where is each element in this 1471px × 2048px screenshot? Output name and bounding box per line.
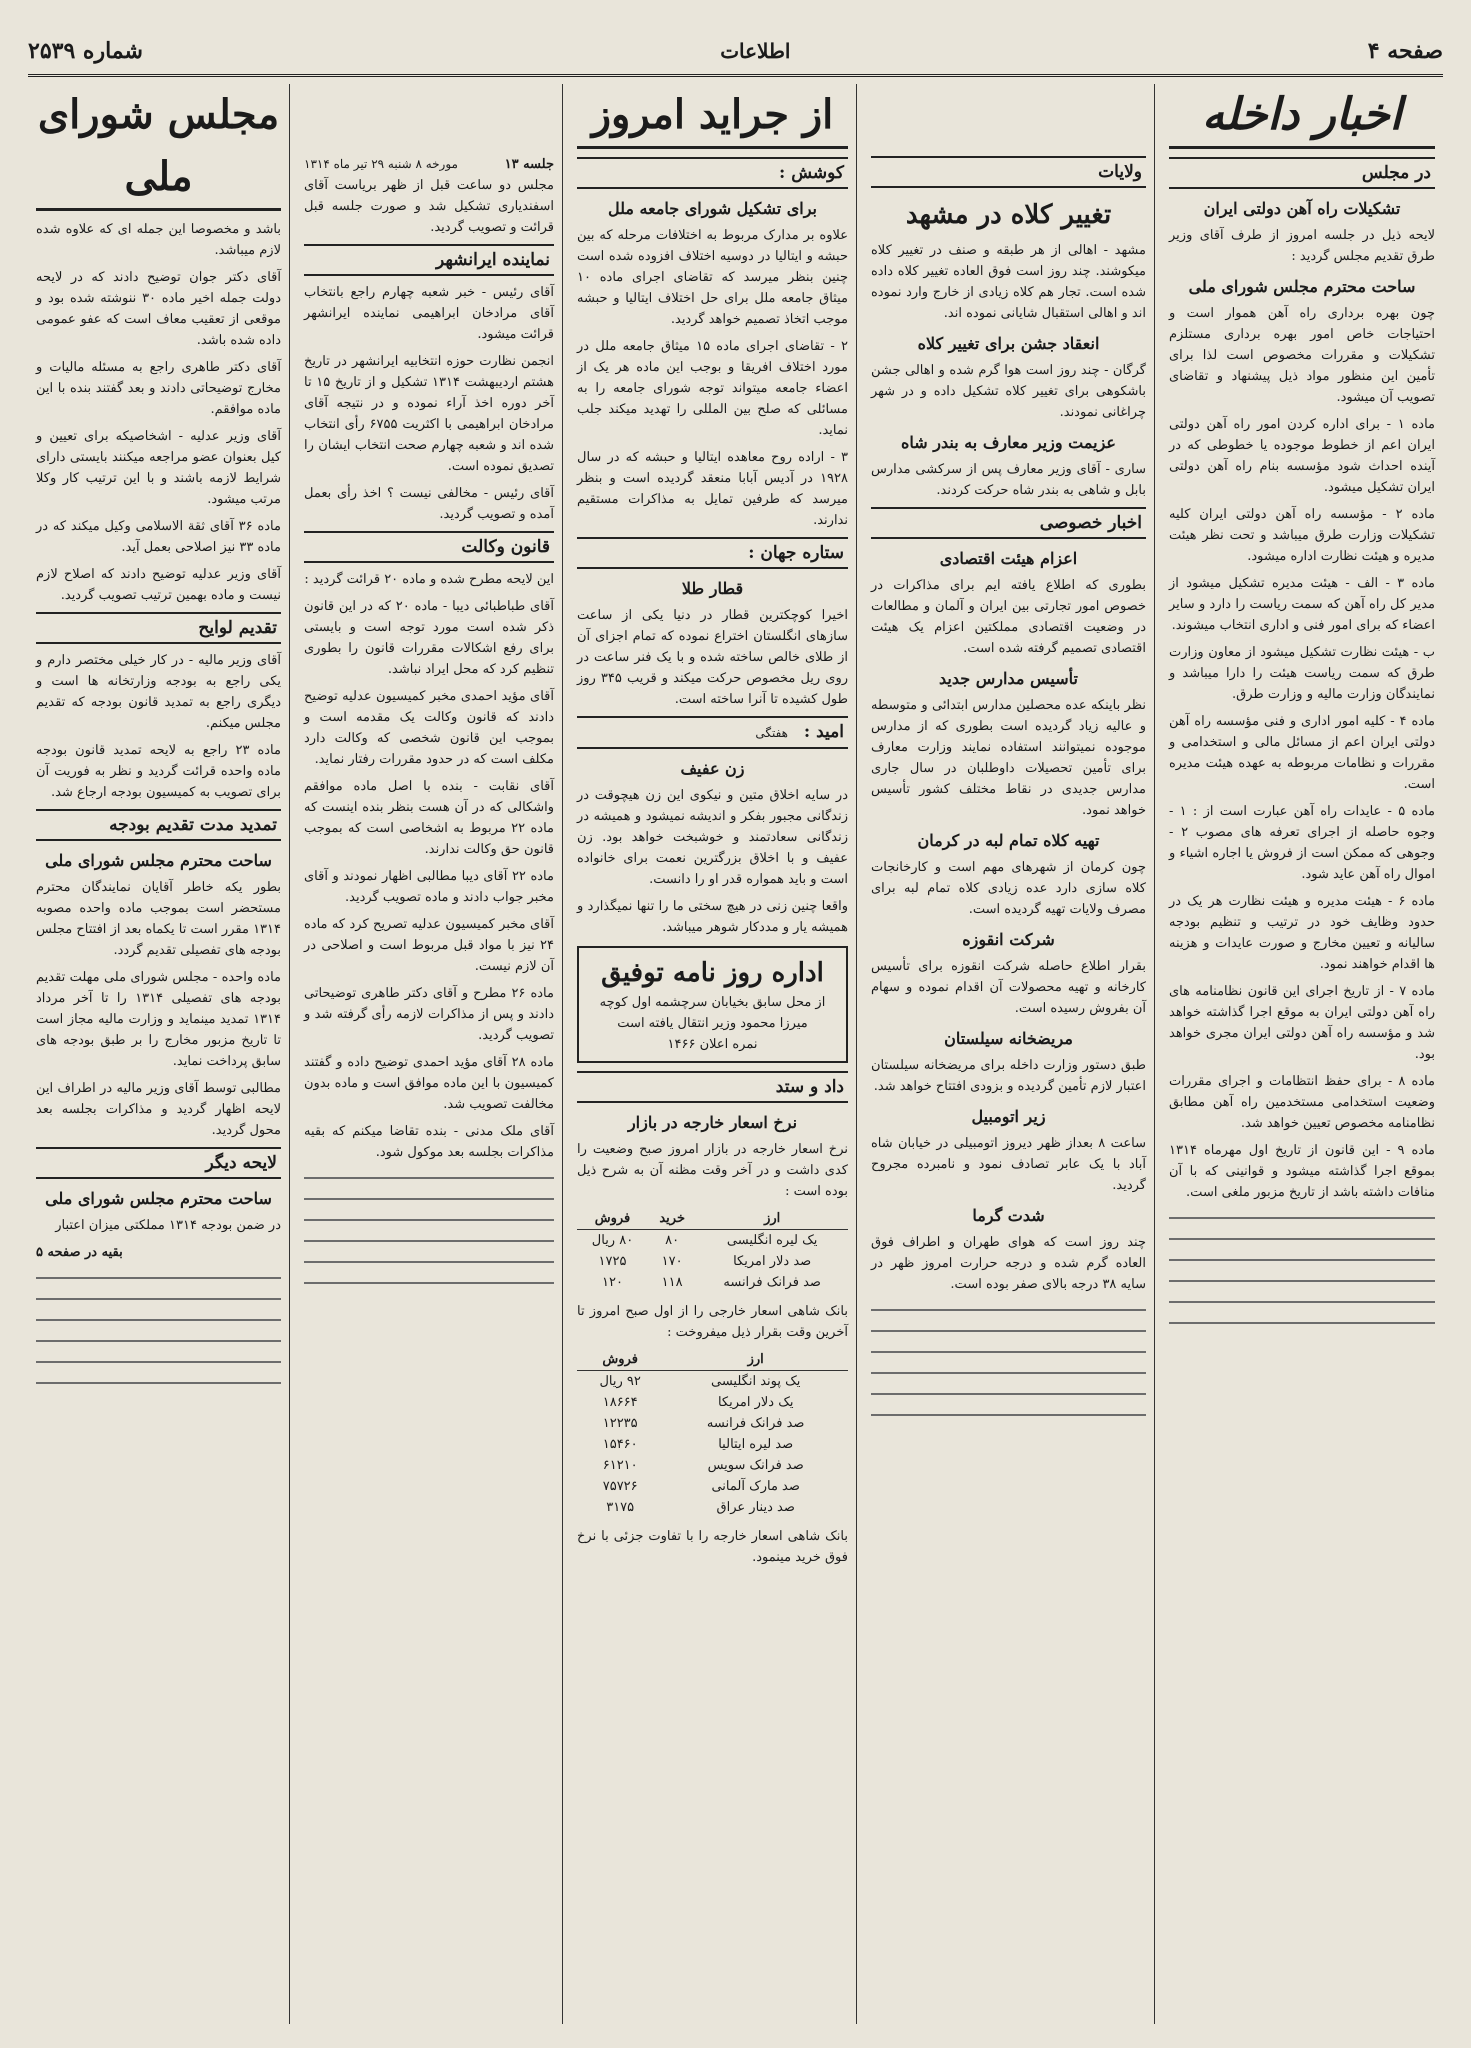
table-row bbox=[577, 1497, 848, 1518]
currency-name: یک دلار امریکا bbox=[717, 1395, 794, 1410]
headline-hat-change-mashhad: تغییر کلاه در مشهد bbox=[905, 200, 1112, 230]
currency-name: یک لیره انگلیسی bbox=[726, 1233, 818, 1248]
headline: عزیمت وزیر معارف به بندر شاه bbox=[901, 433, 1116, 452]
railway-bill-intro: لایحه ذیل در جلسه امروز از طرف آقای وزیر طرق تقدیم مجلس گردید : bbox=[1169, 228, 1435, 264]
section-other-bill: لایحه دیگر bbox=[36, 1147, 281, 1179]
press-review-banner: از جراید امروز bbox=[577, 84, 848, 149]
article-text: علاوه بر مدارک مربوط به اختلافات مرحله که بین حبشه و ایتالیا در دوسیه اختلاف افزوده شده است چنین بنظر میرسد که تقاضای اجرای ماده ۱۰ میثاق جامعه ملل برای حل اختلاف ایتالیا و حبشه موجب اتخاذ تصمیم خواهد گردید. bbox=[577, 228, 848, 327]
columns bbox=[28, 84, 1443, 2024]
table-row bbox=[577, 1392, 848, 1413]
article-text: ماده واحده - مجلس شورای ملی مهلت تقدیم بودجه های تفصیلی ۱۳۱۴ را تا آخر مرداد ۱۳۱۴ تمدید مینماید و وزارت مالیه مجاز است تا تاریخ مزبور مخارج را بر طبق بودجه های سابق پرداخت نماید. bbox=[36, 970, 281, 1069]
section-trade: داد و ستد bbox=[577, 1071, 848, 1103]
session-label: جلسه ۱۳ bbox=[504, 157, 554, 172]
currency-name: صد مارک آلمانی bbox=[711, 1479, 800, 1494]
railway-paragraph: ماده ۸ - برای حفظ انتظامات و اجرای مقررات وضعیت استخدامی مستخدمین راه آهن مطابق نظامنامه مخصوص تعیین خواهد شد. bbox=[1169, 1074, 1435, 1131]
article-text: ماده ۲۳ راجع به لایحه تمدید قانون بودجه ماده واحده قرائت گردید و نظر به فوریت آن برای تصویب به کمیسیون بودجه ارجاع شد. bbox=[36, 743, 281, 800]
section-kooshesh: کوشش : bbox=[577, 157, 848, 189]
article-text: گرگان - چند روز است هوا گرم شده و اهالی جشن باشکوهی برای تغییر کلاه تشکیل داده و در شهر چراغانی نمودند. bbox=[871, 363, 1146, 420]
sell-rate: ۱۵۴۶۰ bbox=[602, 1437, 638, 1452]
table-row bbox=[577, 1413, 848, 1434]
address-line: ساحت محترم مجلس شورای ملی bbox=[45, 851, 272, 870]
section-submission-of-bills: تقدیم لوایح bbox=[36, 612, 281, 644]
headline: برای تشکیل شورای جامعه ملل bbox=[607, 199, 818, 218]
article-text: آقای وزیر عدلیه توضیح دادند که اصلاح لازم نیست و ماده بهمین ترتیب تصویب گردید. bbox=[36, 567, 281, 603]
article-text: ماده ۳۶ آقای ثقة الاسلامی وکیل میکند که در ماده ۳۳ نیز اصلاحی بعمل آید. bbox=[36, 519, 281, 555]
railway-paragraph: ماده ۵ - عایدات راه آهن عبارت است از : ۱ - وجوه حاصله از اجرای تعرفه های مصوب ۲ - وجوهی که ممکن است از فروش یا اجاره اشیاء و اموال راه آهن عاید شود. bbox=[1169, 804, 1435, 882]
section-omid bbox=[577, 716, 848, 749]
railway-paragraph: ماده ۲ - مؤسسه راه آهن دولتی ایران کلیه تشکیلات وزارت طرق میباشد و تحت نظر هیئت مدیره و هیئت نظارت اداره میشود. bbox=[1169, 507, 1435, 564]
article-text: نرخ اسعار خارجه در بازار امروز صبح وضعیت را کدی داشت و در آخر وقت مظنه آن به شرح ذیل بوده است : bbox=[577, 1142, 848, 1199]
page-number: صفحه ۴ bbox=[1367, 38, 1443, 64]
headline: اعزام هیئت اقتصادی bbox=[939, 549, 1078, 568]
sell-rate: ۱۲۲۳۵ bbox=[602, 1416, 638, 1431]
article-text: ماده ۲۶ مطرح و آقای دکتر طاهری توضیحاتی دادند و پس از مذاکرات لازمه رأی گرفته شد و تصویب گردید. bbox=[304, 986, 554, 1043]
banner-spacer bbox=[304, 84, 554, 154]
text-filler bbox=[1169, 1209, 1435, 1329]
continued-note: بقیه در صفحه ۵ bbox=[36, 1245, 123, 1260]
article-text: آقای مؤید احمدی مخبر کمیسیون عدلیه توضیح دادند که قانون وکالت یک مقدمه است و بموجب این قانون شخصی که وکالت دارد مکلف است که در حدود مقررات رفتار نماید. bbox=[304, 689, 554, 767]
sell-rate: ۸۰ ریال bbox=[591, 1233, 634, 1248]
sell-rate: ۹۲ ریال bbox=[599, 1374, 641, 1389]
currency-name: صد دینار عراق bbox=[716, 1500, 795, 1515]
text-filler bbox=[36, 1269, 281, 1389]
headline: زیر اتومبیل bbox=[971, 1107, 1046, 1126]
article-text: مجلس دو ساعت قبل از ظهر بریاست آقای اسفندیاری تشکیل شد و صورت جلسه قبل قرائت و تصویب گردید. bbox=[304, 178, 554, 235]
section-budget-extension: تمدید مدت تقدیم بودجه bbox=[36, 809, 281, 841]
article-text: ساری - آقای وزیر معارف پس از سرکشی مدارس بابل و شاهی به بندر شاه حرکت کردند. bbox=[871, 462, 1146, 498]
section-iranshahr-rep: نماینده ایرانشهر bbox=[304, 244, 554, 276]
section-omid-subtitle: هفتگی bbox=[755, 726, 788, 740]
section-in-majlis: در مجلس bbox=[1169, 157, 1435, 189]
buy-rate: ۱۱۸ bbox=[661, 1275, 683, 1290]
article-text: ماده ۲۸ آقای مؤید احمدی توضیح داده و گفتند کمیسیون با این ماده موافق است و ماده بدون مخالفت تصویب شد. bbox=[304, 1055, 554, 1112]
article-text: باشد و مخصوصا این جمله ای که علاوه شده لازم میباشد. bbox=[36, 222, 281, 258]
column-domestic-news bbox=[1161, 84, 1443, 2024]
bank-rate-table bbox=[577, 1349, 848, 1518]
section-setare-jahan: ستاره جهان : bbox=[577, 537, 848, 569]
masthead bbox=[28, 28, 1443, 77]
national-assembly-banner: مجلس شورای ملی bbox=[36, 84, 281, 211]
article-text: مطالبی توسط آقای وزیر مالیه در اطراف این لایحه اظهار گردید و مذاکرات بجلسه بعد محول گردید. bbox=[36, 1081, 281, 1138]
article-text: چون کرمان از شهرهای مهم است و کارخانجات کلاه سازی دارد عده زیادی کلاه تمام لبه برای مصرف ولایات تهیه گردیده است. bbox=[871, 860, 1146, 917]
article-text: در سایه اخلاق متین و نیکوی این زن هیچوقت در زندگانی مجبور بفکر و اندیشه نمیشود و همیشه در زندگانی سعادتمند و خوشبخت خواهد بود. زن عفیف و با اخلاق بزرگترین نعمت برای خانواده است و باید همواره قدر او را دانست. bbox=[577, 788, 848, 887]
article-text: این لایحه مطرح شده و ماده ۲۰ قرائت گردید : bbox=[304, 572, 554, 587]
table-row bbox=[577, 1455, 848, 1476]
table-header-row bbox=[577, 1349, 848, 1371]
headline: تهیه کلاه تمام لبه در کرمان bbox=[917, 831, 1100, 850]
railway-paragraph: ب - هیئت نظارت تشکیل میشود از معاون وزارت طرق که سمت ریاست هیئت را دارا میباشد و نمایندگان وزارت مالیه و وزارت طرق. bbox=[1169, 645, 1435, 702]
table-row bbox=[577, 1434, 848, 1455]
section-omid-title: امید : bbox=[803, 722, 844, 742]
session-date: مورخه ۸ شنبه ۲۹ تیر ماه ۱۳۱۴ bbox=[304, 157, 458, 171]
sell-rate: ۶۱۲۱۰ bbox=[602, 1458, 638, 1473]
column-header: خرید bbox=[648, 1208, 696, 1230]
text-filler bbox=[871, 1301, 1146, 1421]
article-text: آقای رئیس - مخالفی نیست ؟ اخذ رأی بعمل آمده و تصویب گردید. bbox=[304, 486, 554, 522]
headline: تأسیس مدارس جدید bbox=[939, 669, 1078, 688]
article-text: آقای نقابت - بنده با اصل ماده موافقم واشکالی که در آن هست بنظر بنده اینست که ماده ۲۲ مربوط به اشخاصی است که بموجب قانون حق وکالت ندارند. bbox=[304, 779, 554, 857]
column-header: ارز bbox=[696, 1208, 848, 1230]
text-filler bbox=[304, 1169, 554, 1289]
table-row bbox=[577, 1371, 848, 1393]
article-text: مشهد - اهالی از هر طبقه و صنف در تغییر کلاه میکوشند. چند روز است فوق العاده تغییر کلاه داده شده است. تجار هم کلاه زیادی از خارج وارد نموده اند و اهالی استقبال شایانی نموده اند. bbox=[871, 243, 1146, 321]
currency-name: یک پوند انگلیسی bbox=[711, 1374, 801, 1389]
headline: شرکت انقوزه bbox=[962, 930, 1055, 949]
currency-name: صد فرانک سویس bbox=[707, 1458, 804, 1473]
article-text: آقای دکتر جوان توضیح دادند که در لایحه دولت جمله اخیر ماده ۳۰ ننوشته شده بود و موقعی از تعقیب معاف است که عفو عمومی داده شده باشد. bbox=[36, 270, 282, 348]
article-text: در ضمن بودجه ۱۳۱۴ مملکتی میزان اعتبار bbox=[55, 1218, 281, 1233]
railway-paragraph: ماده ۷ - از تاریخ اجرای این قانون نظامنامه های راه آهن دولتی ایران به موقع اجرا گذاشته خواهد شد و مؤسسه راه آهن دولتی ایران مجری خواهد بود. bbox=[1169, 984, 1435, 1062]
domestic-news-banner: اخبار داخله bbox=[1169, 84, 1435, 149]
article-text: نظر باینکه عده محصلین مدارس ابتدائی و متوسطه و عالیه زیاد گردیده است بطوری که از مدارس موجوده نمیتوانند استفاده نمایند وزارت معارف برای تأمین تحصیلات داوطلبان در سال جاری مدارس جدیدی در نقاط مختلف کشور تأسیس خواهد نمود. bbox=[871, 698, 1146, 818]
session-header bbox=[304, 154, 554, 175]
currency-name: صد فرانک فرانسه bbox=[723, 1275, 821, 1290]
section-provinces: ولایات bbox=[871, 156, 1146, 188]
railway-paragraph: ماده ۳ - الف - هیئت مدیره تشکیل میشود از مدیر کل راه آهن که سمت ریاست را دارد و سایر اعضاء که برای امور فنی و اداری انتخاب میشوند. bbox=[1169, 576, 1435, 633]
article-text: ۲ - تقاضای اجرای ماده ۱۵ میثاق جامعه ملل در مورد اختلاف افریقا و بوجب این ماده هر یک از اعضاء جامعه میتواند توجه شورای جامعه را به مسائلی که صلح بین المللی را تهدید میکند جلب نماید. bbox=[577, 339, 848, 438]
article-text: آقای طباطبائی دیبا - ماده ۲۰ که در این قانون ذکر شده است مورد توجه است و بایستی برای رفع اشکالات مقررات قانون را بطوری تنظیم کرد که محل ایراد نباشد. bbox=[304, 599, 555, 677]
currency-name: صد فرانک فرانسه bbox=[706, 1416, 805, 1431]
currency-name: صد لیره ایتالیا bbox=[718, 1437, 794, 1452]
ad-text: از محل سابق بخیابان سرچشمه اول کوچه میرزا محمود وزیر انتقال یافته است bbox=[599, 995, 826, 1031]
headline: مریضخانه سیلستان bbox=[944, 1029, 1073, 1048]
article-text: بطوری که اطلاع یافته ایم برای مذاکرات در خصوص امور تجارتی بین ایران و آلمان و مطالعات در وضعیت اقتصادی مملکتین اعزام یک هیئت اقتصادی تصمیم گرفته شده است. bbox=[871, 578, 1146, 656]
section-special-news: اخبار خصوصی bbox=[871, 507, 1146, 539]
table-row bbox=[577, 1230, 848, 1252]
table-header-row bbox=[577, 1208, 848, 1230]
sell-rate: ۷۵۷۲۶ bbox=[602, 1479, 638, 1494]
article-text: طبق دستور وزارت داخله برای مریضخانه سیلستان اعتبار لازم تأمین گردیده و بزودی افتتاح خواهد شد. bbox=[871, 1058, 1146, 1094]
article-text: چند روز است که هوای طهران و اطراف فوق العاده گرم شده و درجه حرارت امروز ظهر در سایه ۳۸ درجه بالای صفر بوده است. bbox=[871, 1235, 1146, 1292]
article-text: اخیرا کوچکترین قطار در دنیا یکی از ساعت سازهای انگلستان اختراع نموده که تمام اجزای آن از طلای خالص ساخته شده و با یک فنر ساعت در روی ریل مخصوص حرکت میکند و قریب ۳۴۵ روز طول کشیده تا آنرا ساخته است. bbox=[577, 608, 849, 707]
buy-rate: ۱۷۰ bbox=[661, 1254, 683, 1269]
headline: زن عفیف bbox=[680, 759, 745, 778]
headline: نرخ اسعار خارجه در بازار bbox=[627, 1113, 798, 1132]
ad-title: اداره روز نامه توفیق bbox=[601, 958, 824, 988]
article-text: بطور یکه خاطر آقایان نمایندگان محترم مستحضر است بموجب ماده واحده مصوبه ۱۳۱۴ مقرر است تا یکماه بعد از افتتاح مجلس بودجه های تفصیلی تقدیم گردد. bbox=[36, 880, 281, 958]
paper-name: اطلاعات bbox=[720, 39, 791, 63]
article-text: آقای وزیر عدلیه - اشخاصیکه برای تعیین و کیل بعنوان عضو مراجعه میکنند بایستی دارای شرایط لازمه باشند و با این ترتیب کار وکلا مرتب میشود. bbox=[36, 429, 281, 507]
article-text: آقای دکتر طاهری راجع به مسئله مالیات و مخارج توضیحاتی دادند و بعد گفتند بنده با این ماده موافقم. bbox=[36, 360, 281, 417]
article-text: ساعت ۸ بعداز ظهر دیروز اتومبیلی در خیابان شاه آباد با یک عابر تصادف نمود و نامبرده مجروح گردید. bbox=[871, 1136, 1146, 1193]
newspaper-page bbox=[28, 28, 1443, 2024]
headline: قطار طلا bbox=[681, 579, 744, 598]
headline: انعقاد جشن برای تغییر کلاه bbox=[917, 334, 1100, 353]
sell-rate: ۳۱۷۵ bbox=[606, 1500, 635, 1515]
address-line: ساحت محترم مجلس شورای ملی bbox=[45, 1189, 272, 1208]
article-text: آقای وزیر مالیه - در کار خیلی مختصر دارم و یکی راجع به بودجه وزارتخانه ها است و دیگری راجع به تمدید قانون بودجه که تقدیم مجلس میکنم. bbox=[36, 653, 281, 731]
sell-rate: ۱۲۰ bbox=[602, 1275, 623, 1290]
column-header: فروش bbox=[577, 1349, 663, 1371]
railway-paragraph: ماده ۹ - این قانون از تاریخ اول مهرماه ۱۳۱۴ بموقع اجرا گذاشته میشود و قوانینی که با آن منافات داشته باشد از تاریخ مزبور ملغی است. bbox=[1169, 1143, 1435, 1200]
currency-name: صد دلار امریکا bbox=[733, 1254, 812, 1269]
ad-number: نمره اعلان ۱۴۶۶ bbox=[667, 1037, 758, 1052]
railway-paragraph: ماده ۱ - برای اداره کردن امور راه آهن دولتی ایران اعم از خطوط موجوده یا خطوطی که در آینده احداث شود مؤسسه بنام راه آهن دولتی ایران تشکیل میشود. bbox=[1169, 417, 1435, 495]
column-press-review bbox=[569, 84, 857, 2024]
column-national-assembly bbox=[28, 84, 290, 2024]
railway-paragraph: ماده ۶ - هیئت مدیره و هیئت نظارت هر یک در حدود وظایف خود در ترتیب و تنظیم بودجه سالیانه و تعیین مخارج و صورت عایدات و هزینه ها اقدام خواهند نمود. bbox=[1169, 894, 1435, 972]
railway-bill-address: ساحت محترم مجلس شورای ملی bbox=[1188, 277, 1416, 296]
article-text: واقعا چنین زنی در هیچ سختی ما را تنها نمیگذارد و همیشه یار و مددکار شوهر میباشد. bbox=[577, 899, 848, 935]
sell-rate: ۱۸۶۶۴ bbox=[602, 1395, 638, 1410]
railway-bill-title: تشکیلات راه آهن دولتی ایران bbox=[1203, 199, 1401, 218]
issue-number: شماره ۲۵۳۹ bbox=[28, 38, 143, 64]
table-row bbox=[577, 1251, 848, 1272]
section-attorney-law: قانون وکالت bbox=[304, 531, 554, 563]
article-text: آقای رئیس - خبر شعبه چهارم راجع بانتخاب آقای مرادخان ابراهیمی نماینده ایرانشهر قرائت میشود. bbox=[304, 285, 554, 342]
table-row bbox=[577, 1476, 848, 1497]
table-row bbox=[577, 1272, 848, 1293]
advertisement-tofigh bbox=[577, 946, 848, 1063]
article-text: ۳ - اراده روح معاهده ایتالیا و حبشه که در سال ۱۹۲۸ در آدیس آبابا منعقد گردیده است و بنظر میرسد که طرفین تمایل به مذاکرات مستقیم ندارند. bbox=[577, 450, 848, 528]
article-text: انجمن نظارت حوزه انتخابیه ایرانشهر در تاریخ هشتم اردیبهشت ۱۳۱۴ تشکیل و از تاریخ ۱۵ تا آخر دوره اخذ آراء نموده و در نتیجه آقای مرادخان ابراهیمی با اکثریت ۶۷۵۵ رأی انتخاب شده اند و شعبه چهارم صحت انتخاب ایشان را تصدیق نموده است. bbox=[304, 354, 554, 474]
article-text: بانک شاهی اسعار خارجی را از اول صبح امروز تا آخرین وقت بقرار ذیل میفروخت : bbox=[577, 1304, 848, 1340]
exchange-rate-table bbox=[577, 1208, 848, 1293]
railway-paragraph: ماده ۴ - کلیه امور اداری و فنی مؤسسه راه آهن دولتی ایران اعم از مسائل مالی و استخدامی و مقررات و نظامات مربوطه به عهده هیئت مدیره است. bbox=[1169, 714, 1435, 792]
sell-rate: ۱۷۲۵ bbox=[598, 1254, 627, 1269]
column-provinces bbox=[863, 84, 1155, 2024]
article-text: آقای مخبر کمیسیون عدلیه تصریح کرد که ماده ۲۴ نیز با مواد قبل مربوط است و اصلاحی در آن لازم نیست. bbox=[304, 917, 554, 974]
column-header: فروش bbox=[577, 1208, 648, 1230]
column-session bbox=[296, 84, 563, 2024]
buy-rate: ۸۰ bbox=[665, 1233, 680, 1248]
article-text: بقرار اطلاع حاصله شرکت انقوزه برای تأسیس کارخانه و تهیه محصولات آن اقدام نموده و سهام آن بفروش رسیده است. bbox=[871, 959, 1146, 1016]
article-text: آقای ملک مدنی - بنده تقاضا میکنم که بقیه مذاکرات بجلسه بعد موکول شود. bbox=[304, 1124, 554, 1160]
headline: شدت گرما bbox=[972, 1206, 1045, 1225]
column-header: ارز bbox=[663, 1349, 848, 1371]
article-text: بانک شاهی اسعار خارجه را با تفاوت جزئی با نرخ فوق خرید مینمود. bbox=[577, 1529, 848, 1565]
article-text: ماده ۲۲ آقای دیبا مطالبی اظهار نمودند و آقای مخبر جواب دادند و ماده تصویب گردید. bbox=[304, 869, 554, 905]
railway-paragraph: چون بهره برداری راه آهن هموار است و احتیاجات خاص امور بهره برداری مستلزم تشکیلات و مقررات مخصوص است لذا برای تأمین این منظور مواد ذیل پیشنهاد و تقاضای تصویب آن میشود. bbox=[1169, 306, 1435, 405]
